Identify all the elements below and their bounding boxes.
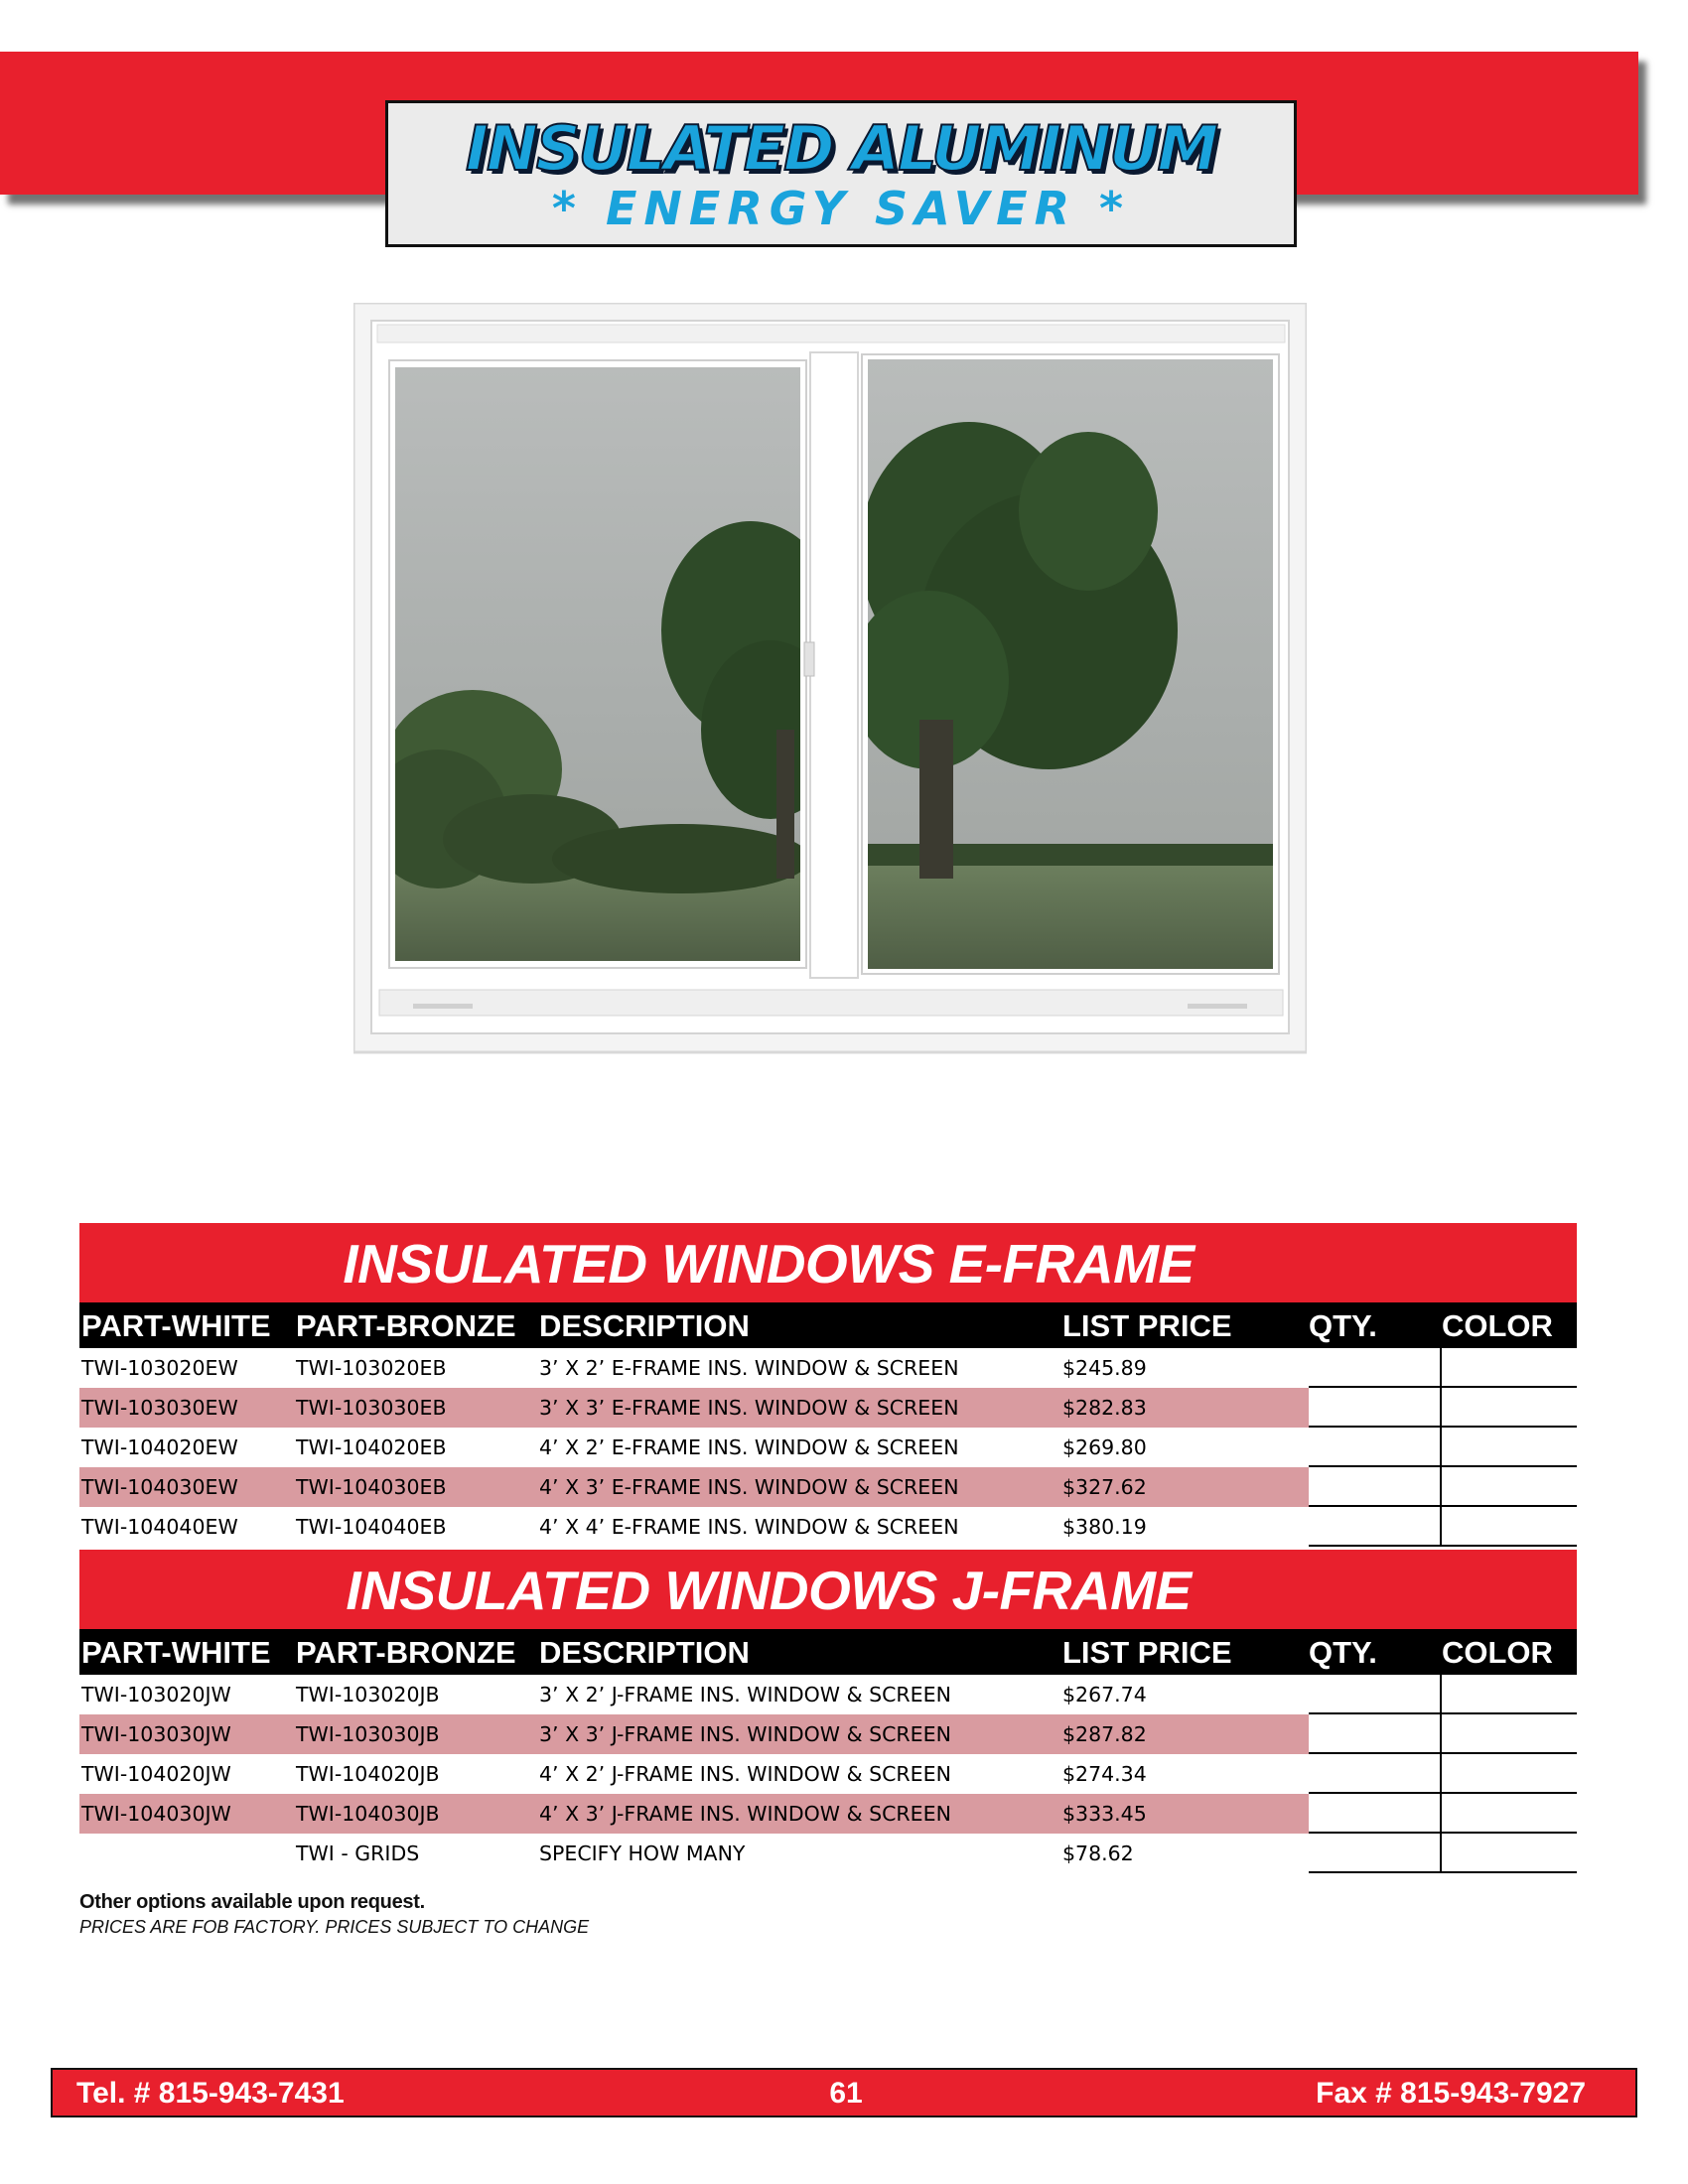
description-cell: 4’ X 3’ E-FRAME INS. WINDOW & SCREEN xyxy=(539,1467,1062,1507)
description-cell: 4’ X 2’ E-FRAME INS. WINDOW & SCREEN xyxy=(539,1435,959,1459)
description-cell: 4’ X 2’ J-FRAME INS. WINDOW & SCREEN xyxy=(539,1762,951,1786)
part-white-cell: TWI-103020EW xyxy=(81,1356,238,1380)
part-white-cell: TWI-103020JW xyxy=(81,1683,231,1706)
price-cell: $245.89 xyxy=(1062,1356,1147,1380)
part-bronze-cell: TWI - GRIDS xyxy=(296,1842,420,1865)
price-cell: $287.82 xyxy=(1062,1714,1309,1754)
color-field[interactable] xyxy=(1442,1714,1577,1754)
window-product-image xyxy=(353,303,1307,1057)
table-row xyxy=(79,1348,1577,1388)
col-description: DESCRIPTION xyxy=(539,1308,750,1343)
fax-number: Fax # 815-943-7927 xyxy=(1316,2077,1586,2110)
table-row xyxy=(79,1834,1577,1873)
description-cell: 3’ X 2’ J-FRAME INS. WINDOW & SCREEN xyxy=(539,1683,951,1706)
footer-bar xyxy=(51,2068,1637,2117)
qty-field[interactable] xyxy=(1309,1794,1442,1834)
qty-field[interactable] xyxy=(1309,1507,1442,1547)
qty-field[interactable] xyxy=(1309,1714,1442,1754)
col-qty: QTY. xyxy=(1309,1308,1377,1343)
qty-field[interactable] xyxy=(1309,1348,1442,1388)
page-title: INSULATED ALUMINUM xyxy=(465,112,1217,185)
description-cell: 3’ X 3’ J-FRAME INS. WINDOW & SCREEN xyxy=(539,1714,1062,1754)
qty-field[interactable] xyxy=(1309,1675,1442,1714)
color-field[interactable] xyxy=(1442,1754,1577,1794)
col-part-bronze: PART-BRONZE xyxy=(296,1308,516,1343)
price-cell: $274.34 xyxy=(1062,1762,1147,1786)
options-note: Other options available upon request. xyxy=(79,1891,425,1913)
page-number: 61 xyxy=(829,2077,863,2110)
j-frame-title: INSULATED WINDOWS J-FRAME xyxy=(79,1550,1577,1629)
title-box xyxy=(385,100,1297,247)
description-cell: SPECIFY HOW MANY xyxy=(539,1842,746,1865)
part-white-cell: TWI-104030JW xyxy=(79,1794,296,1834)
color-field[interactable] xyxy=(1442,1507,1577,1547)
color-field[interactable] xyxy=(1442,1388,1577,1428)
price-cell: $267.74 xyxy=(1062,1683,1147,1706)
part-white-cell: TWI-104040EW xyxy=(81,1515,238,1539)
table-row xyxy=(79,1754,1577,1794)
price-sheet xyxy=(79,1223,1577,1938)
price-cell: $380.19 xyxy=(1062,1515,1147,1539)
description-cell: 3’ X 2’ E-FRAME INS. WINDOW & SCREEN xyxy=(539,1356,959,1380)
price-disclaimer: PRICES ARE FOB FACTORY. PRICES SUBJECT TO CHANGE xyxy=(79,1917,590,1937)
part-white-cell: TWI-104030EW xyxy=(79,1467,296,1507)
part-bronze-cell: TWI-103030EB xyxy=(296,1388,539,1428)
table-row xyxy=(79,1714,1577,1754)
part-bronze-cell: TWI-104030JB xyxy=(296,1794,539,1834)
part-white-cell: TWI-103030EW xyxy=(79,1388,296,1428)
table-row xyxy=(79,1507,1577,1547)
qty-field[interactable] xyxy=(1309,1754,1442,1794)
col-part-white: PART-WHITE xyxy=(81,1635,271,1670)
qty-field[interactable] xyxy=(1309,1834,1442,1873)
color-field[interactable] xyxy=(1442,1834,1577,1873)
part-bronze-cell: TWI-104030EB xyxy=(296,1467,539,1507)
part-white-cell: TWI-103030JW xyxy=(79,1714,296,1754)
price-cell: $78.62 xyxy=(1062,1842,1134,1865)
color-field[interactable] xyxy=(1442,1675,1577,1714)
col-part-white: PART-WHITE xyxy=(81,1308,271,1343)
e-frame-header-row xyxy=(79,1302,1577,1348)
price-cell: $269.80 xyxy=(1062,1435,1147,1459)
part-bronze-cell: TWI-103020EB xyxy=(296,1356,447,1380)
telephone-number: Tel. # 815-943-7431 xyxy=(76,2077,345,2110)
part-bronze-cell: TWI-104020EB xyxy=(296,1435,447,1459)
j-frame-header-row xyxy=(79,1629,1577,1675)
part-white-cell xyxy=(79,1834,296,1873)
table-row xyxy=(79,1794,1577,1834)
part-bronze-cell: TWI-104040EB xyxy=(296,1515,447,1539)
col-part-bronze: PART-BRONZE xyxy=(296,1635,516,1670)
col-description: DESCRIPTION xyxy=(539,1635,750,1670)
part-white-cell: TWI-104020EW xyxy=(81,1435,238,1459)
table-row xyxy=(79,1388,1577,1428)
col-color: COLOR xyxy=(1442,1308,1553,1343)
price-cell: $282.83 xyxy=(1062,1388,1309,1428)
qty-field[interactable] xyxy=(1309,1467,1442,1507)
description-cell: 3’ X 3’ E-FRAME INS. WINDOW & SCREEN xyxy=(539,1388,1062,1428)
color-field[interactable] xyxy=(1442,1428,1577,1467)
price-cell: $333.45 xyxy=(1062,1794,1309,1834)
description-cell: 4’ X 4’ E-FRAME INS. WINDOW & SCREEN xyxy=(539,1515,959,1539)
color-field[interactable] xyxy=(1442,1467,1577,1507)
qty-field[interactable] xyxy=(1309,1428,1442,1467)
color-field[interactable] xyxy=(1442,1348,1577,1388)
table-row xyxy=(79,1467,1577,1507)
col-list-price: LIST PRICE xyxy=(1062,1308,1232,1343)
color-field[interactable] xyxy=(1442,1794,1577,1834)
e-frame-title: INSULATED WINDOWS E-FRAME xyxy=(79,1223,1577,1302)
part-bronze-cell: TWI-103020JB xyxy=(296,1683,440,1706)
qty-field[interactable] xyxy=(1309,1388,1442,1428)
table-row xyxy=(79,1428,1577,1467)
table-row xyxy=(79,1675,1577,1714)
col-list-price: LIST PRICE xyxy=(1062,1635,1232,1670)
part-white-cell: TWI-104020JW xyxy=(81,1762,231,1786)
col-qty: QTY. xyxy=(1309,1635,1377,1670)
part-bronze-cell: TWI-104020JB xyxy=(296,1762,440,1786)
description-cell: 4’ X 3’ J-FRAME INS. WINDOW & SCREEN xyxy=(539,1794,1062,1834)
part-bronze-cell: TWI-103030JB xyxy=(296,1714,539,1754)
page-subtitle: * ENERGY SAVER * xyxy=(551,182,1131,235)
col-color: COLOR xyxy=(1442,1635,1553,1670)
price-cell: $327.62 xyxy=(1062,1467,1309,1507)
